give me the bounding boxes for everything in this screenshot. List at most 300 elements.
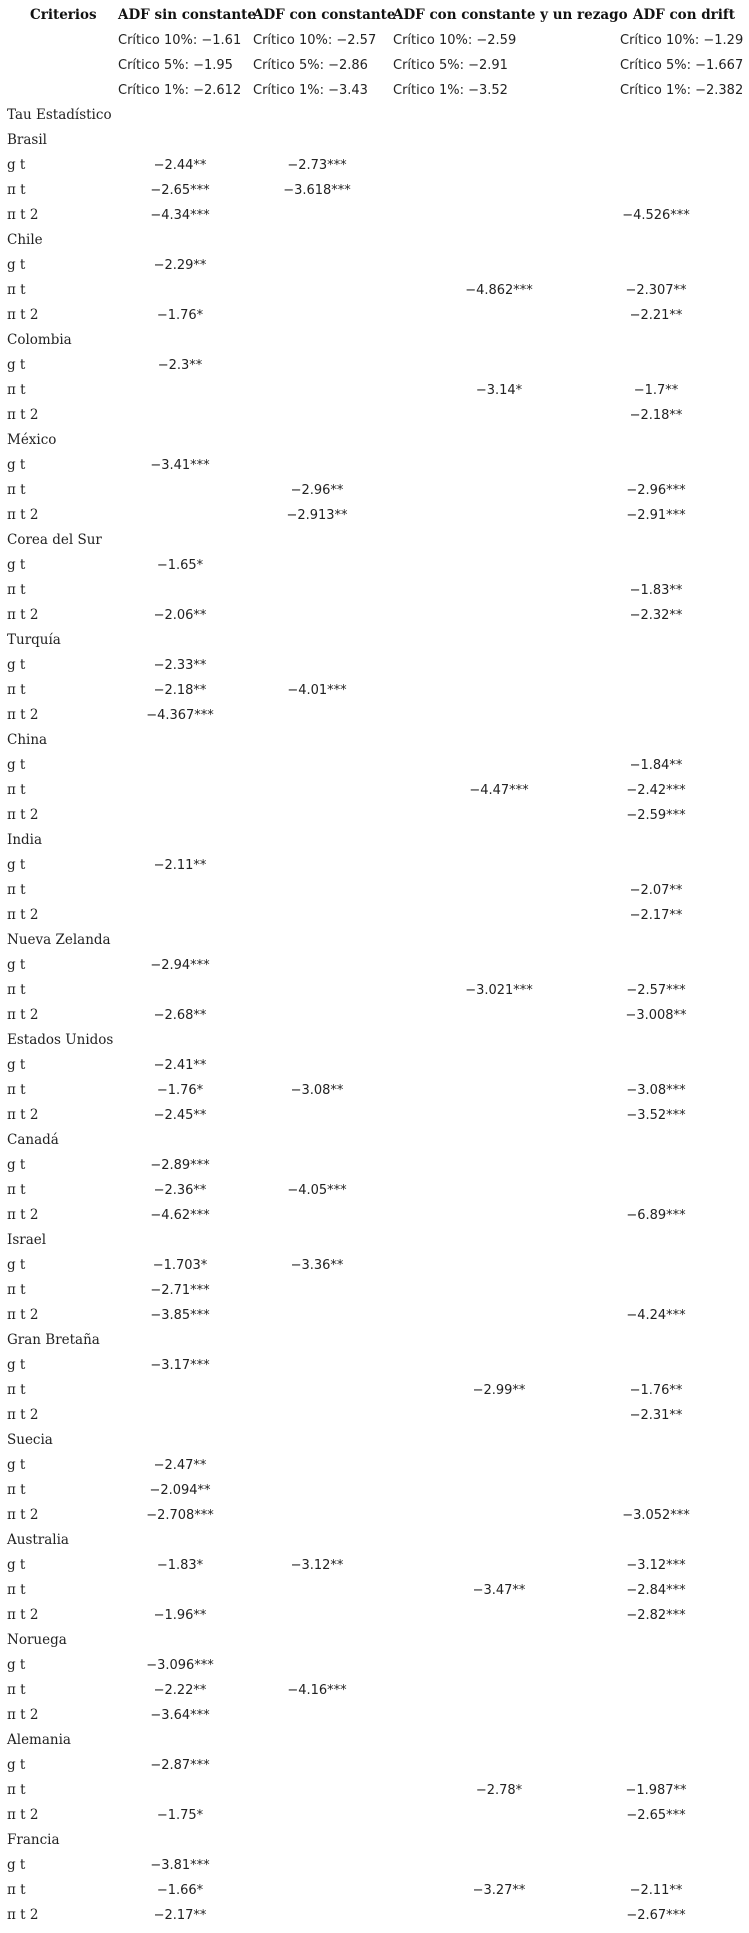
row-value: [110, 728, 250, 753]
row-label: g t: [7, 1557, 26, 1573]
critical-value: Crítico 1%: −2.612: [118, 83, 242, 98]
row-value: [247, 1828, 387, 1853]
row-value: [429, 353, 569, 378]
row-value: [247, 1053, 387, 1078]
row-value: [429, 578, 569, 603]
row-value: [429, 1753, 569, 1778]
row-value: −3.008**: [625, 1008, 687, 1023]
row-value: [429, 478, 569, 503]
row-value: [110, 278, 250, 303]
row-value: [247, 828, 387, 853]
row-label: π t 2: [7, 1807, 39, 1823]
row-value: [247, 253, 387, 278]
row-value: [110, 328, 250, 353]
row-value: −4.47***: [469, 783, 529, 798]
row-label: π t 2: [7, 1407, 39, 1423]
table-row: [0, 1728, 749, 1753]
row-label: π t: [7, 682, 26, 698]
row-label: π t: [7, 1182, 26, 1198]
row-value: −2.31**: [629, 1408, 683, 1423]
row-label: π t 2: [7, 607, 39, 623]
row-label: π t: [7, 1882, 26, 1898]
row-value: [586, 1478, 726, 1503]
header-criterios: Criterios: [30, 7, 97, 23]
row-value: [586, 103, 726, 128]
row-value: [247, 1878, 387, 1903]
row-value: [586, 228, 726, 253]
row-value: [247, 628, 387, 653]
row-label: g t: [7, 1057, 26, 1073]
row-value: [586, 1828, 726, 1853]
table-row: [0, 678, 749, 703]
row-value: −2.99**: [472, 1383, 526, 1398]
table-row: [0, 1503, 749, 1528]
row-value: [247, 1728, 387, 1753]
row-value: [110, 478, 250, 503]
table-row: [0, 753, 749, 778]
row-value: −3.81***: [150, 1858, 210, 1873]
row-label: g t: [7, 157, 26, 173]
row-value: [110, 1403, 250, 1428]
critical-value: Crítico 5%: −2.86: [253, 58, 368, 73]
table-row: [0, 628, 749, 653]
row-value: −2.42***: [626, 783, 686, 798]
row-value: [586, 1753, 726, 1778]
row-label: Corea del Sur: [7, 532, 102, 548]
row-value: [247, 328, 387, 353]
row-value: −4.34***: [150, 208, 210, 223]
row-value: [247, 853, 387, 878]
table-row: [0, 978, 749, 1003]
row-value: [586, 1428, 726, 1453]
row-value: [110, 1728, 250, 1753]
row-label: g t: [7, 257, 26, 273]
row-value: [110, 1578, 250, 1603]
row-value: [429, 728, 569, 753]
table-row: [0, 103, 749, 128]
table-row: [0, 1153, 749, 1178]
row-value: [429, 428, 569, 453]
row-value: −3.14*: [475, 383, 523, 398]
row-label: Canadá: [7, 1132, 59, 1148]
table-row: [0, 603, 749, 628]
table-row: [0, 1178, 749, 1203]
row-value: [429, 153, 569, 178]
row-value: −2.33**: [153, 658, 207, 673]
row-value: [247, 1228, 387, 1253]
row-value: [247, 1153, 387, 1178]
row-value: [429, 178, 569, 203]
row-value: [247, 1303, 387, 1328]
row-value: [247, 803, 387, 828]
table-row: [0, 403, 749, 428]
row-label: g t: [7, 357, 26, 373]
row-value: −2.59***: [626, 808, 686, 823]
row-value: −2.65***: [626, 1808, 686, 1823]
row-value: −1.75*: [156, 1808, 204, 1823]
row-value: [586, 1153, 726, 1178]
row-value: −3.08***: [626, 1083, 686, 1098]
row-label: π t: [7, 1382, 26, 1398]
row-label: Tau Estadístico: [7, 107, 112, 123]
row-value: [110, 978, 250, 1003]
row-value: [247, 1278, 387, 1303]
row-value: −1.84**: [629, 758, 683, 773]
row-value: [247, 953, 387, 978]
table-row: [0, 378, 749, 403]
row-value: [247, 1528, 387, 1553]
row-value: [110, 378, 250, 403]
table-row: [0, 1253, 749, 1278]
table-row: [0, 228, 749, 253]
row-value: [429, 303, 569, 328]
row-value: [586, 553, 726, 578]
row-value: −6.89***: [626, 1208, 686, 1223]
row-value: [429, 1078, 569, 1103]
row-label: π t: [7, 1582, 26, 1598]
row-value: −2.708***: [146, 1508, 214, 1523]
row-value: −1.76*: [156, 1083, 204, 1098]
table-row: [0, 1878, 749, 1903]
row-value: [429, 1353, 569, 1378]
row-label: π t 2: [7, 1307, 39, 1323]
row-value: [586, 928, 726, 953]
row-value: [429, 1428, 569, 1453]
table-row: [0, 203, 749, 228]
row-value: [247, 1428, 387, 1453]
row-value: [586, 1053, 726, 1078]
row-value: [247, 1753, 387, 1778]
row-value: −2.307**: [625, 283, 687, 298]
row-label: Suecia: [7, 1432, 53, 1448]
row-value: [247, 878, 387, 903]
row-value: −1.7**: [633, 383, 679, 398]
row-value: [429, 1453, 569, 1478]
row-value: −1.83*: [156, 1558, 204, 1573]
row-value: [429, 1278, 569, 1303]
row-value: [429, 528, 569, 553]
row-label: China: [7, 732, 48, 748]
row-value: [247, 1853, 387, 1878]
row-label: g t: [7, 1657, 26, 1673]
row-value: [586, 428, 726, 453]
row-value: [429, 878, 569, 903]
table-row: [0, 1453, 749, 1478]
table-row: [0, 1078, 749, 1103]
row-value: [429, 103, 569, 128]
row-label: π t: [7, 882, 26, 898]
row-value: −2.06**: [153, 608, 207, 623]
row-value: [429, 1478, 569, 1503]
row-value: −2.36**: [153, 1183, 207, 1198]
row-value: [586, 353, 726, 378]
table-row: [0, 253, 749, 278]
row-value: −2.22**: [153, 1683, 207, 1698]
row-value: [586, 1453, 726, 1478]
row-value: [247, 728, 387, 753]
row-label: Nueva Zelanda: [7, 932, 111, 948]
row-value: [429, 1678, 569, 1703]
row-value: [110, 1828, 250, 1853]
critical-value: Crítico 5%: −2.91: [393, 58, 508, 73]
row-value: [110, 103, 250, 128]
table-row: [0, 1203, 749, 1228]
row-value: [429, 203, 569, 228]
row-value: −2.96***: [626, 483, 686, 498]
row-label: Turquía: [7, 632, 61, 648]
row-value: −2.21**: [629, 308, 683, 323]
row-value: −1.83**: [629, 583, 683, 598]
row-value: −3.64***: [150, 1708, 210, 1723]
table-row: [0, 828, 749, 853]
row-value: −2.89***: [150, 1158, 210, 1173]
row-value: −3.85***: [150, 1308, 210, 1323]
table-row: [0, 1903, 749, 1928]
row-value: [110, 1378, 250, 1403]
row-value: [586, 1278, 726, 1303]
row-value: [429, 1653, 569, 1678]
header-row: [0, 3, 749, 28]
table-row: [0, 503, 749, 528]
row-label: π t: [7, 1482, 26, 1498]
row-value: [247, 1578, 387, 1603]
table-row: [0, 1603, 749, 1628]
row-value: −2.3**: [157, 358, 203, 373]
row-value: [429, 903, 569, 928]
row-value: [110, 803, 250, 828]
row-label: Gran Bretaña: [7, 1332, 100, 1348]
row-value: [429, 1053, 569, 1078]
row-value: −3.618***: [283, 183, 351, 198]
row-value: −2.78*: [475, 1783, 523, 1798]
row-value: [586, 178, 726, 203]
row-value: [247, 1203, 387, 1228]
row-value: −3.41***: [150, 458, 210, 473]
table-row: [0, 1403, 749, 1428]
table-row: [0, 1628, 749, 1653]
row-value: [586, 678, 726, 703]
row-label: Noruega: [7, 1632, 67, 1648]
row-label: π t: [7, 482, 26, 498]
row-value: [247, 553, 387, 578]
critical-value: Crítico 1%: −2.382: [620, 83, 744, 98]
row-value: [247, 1503, 387, 1528]
row-value: [247, 228, 387, 253]
row-value: [586, 153, 726, 178]
row-label: π t 2: [7, 1607, 39, 1623]
row-label: g t: [7, 557, 26, 573]
row-label: π t: [7, 282, 26, 298]
row-value: −3.096***: [146, 1658, 214, 1673]
row-value: [247, 653, 387, 678]
row-value: [110, 753, 250, 778]
row-value: [429, 628, 569, 653]
row-value: [247, 1403, 387, 1428]
row-value: [247, 1328, 387, 1353]
row-value: [429, 1503, 569, 1528]
row-value: [586, 1703, 726, 1728]
row-value: [247, 1353, 387, 1378]
row-value: [429, 1853, 569, 1878]
row-value: [247, 528, 387, 553]
row-value: [586, 703, 726, 728]
row-value: [247, 1653, 387, 1678]
row-value: −2.67***: [626, 1908, 686, 1923]
row-value: [429, 1103, 569, 1128]
row-value: [247, 403, 387, 428]
table-row: [0, 803, 749, 828]
row-value: [429, 1253, 569, 1278]
row-value: −4.526***: [622, 208, 690, 223]
row-value: [586, 728, 726, 753]
table-row: [0, 1053, 749, 1078]
row-value: −2.41**: [153, 1058, 207, 1073]
row-value: [586, 253, 726, 278]
row-value: −1.76*: [156, 308, 204, 323]
row-value: [429, 453, 569, 478]
row-value: [429, 1178, 569, 1203]
row-value: −2.29**: [153, 258, 207, 273]
row-value: −4.862***: [465, 283, 533, 298]
row-value: [110, 878, 250, 903]
row-value: [247, 303, 387, 328]
row-value: [429, 703, 569, 728]
table-row: [0, 1328, 749, 1353]
row-label: g t: [7, 1357, 26, 1373]
row-value: [247, 703, 387, 728]
row-value: [429, 928, 569, 953]
row-value: −3.12***: [626, 1558, 686, 1573]
table-row: [0, 328, 749, 353]
row-label: Brasil: [7, 132, 47, 148]
row-value: −2.94***: [150, 958, 210, 973]
row-value: −2.11**: [153, 858, 207, 873]
table-row: [0, 178, 749, 203]
table-row: [0, 1478, 749, 1503]
row-label: π t: [7, 1782, 26, 1798]
row-value: −2.32**: [629, 608, 683, 623]
row-value: [110, 928, 250, 953]
row-value: [110, 1778, 250, 1803]
row-value: [429, 1528, 569, 1553]
row-value: −2.11**: [629, 1883, 683, 1898]
row-value: [429, 1028, 569, 1053]
table-row: [0, 303, 749, 328]
row-value: −4.01***: [287, 683, 347, 698]
row-label: g t: [7, 1257, 26, 1273]
row-value: [429, 828, 569, 853]
header-adf-con-constante: ADF con constante: [253, 7, 396, 23]
row-value: [429, 1903, 569, 1928]
table-row: [0, 1353, 749, 1378]
row-value: [586, 953, 726, 978]
table-row: [0, 553, 749, 578]
critical-value: Crítico 5%: −1.667: [620, 58, 744, 73]
row-value: [247, 1028, 387, 1053]
row-value: −2.68**: [153, 1008, 207, 1023]
table-row: [0, 1128, 749, 1153]
row-value: −2.07**: [629, 883, 683, 898]
row-label: π t 2: [7, 707, 39, 723]
row-value: −1.76**: [629, 1383, 683, 1398]
row-value: [110, 228, 250, 253]
row-value: [429, 678, 569, 703]
table-row: [0, 1278, 749, 1303]
table-row: [0, 1378, 749, 1403]
row-value: [247, 978, 387, 1003]
row-value: [586, 853, 726, 878]
row-value: [247, 1778, 387, 1803]
row-label: π t 2: [7, 1207, 39, 1223]
row-value: [429, 403, 569, 428]
row-value: [429, 228, 569, 253]
row-label: g t: [7, 1757, 26, 1773]
row-value: [586, 1353, 726, 1378]
row-value: [586, 653, 726, 678]
table-row: [0, 1828, 749, 1853]
header-adf-constante-rezago: ADF con constante y un rezago: [393, 7, 628, 23]
row-value: −2.094**: [149, 1483, 211, 1498]
row-value: [586, 453, 726, 478]
row-label: g t: [7, 457, 26, 473]
row-value: [247, 903, 387, 928]
row-value: −2.913**: [286, 508, 348, 523]
row-label: Alemania: [7, 1732, 71, 1748]
row-value: [110, 1428, 250, 1453]
row-value: [247, 1903, 387, 1928]
row-value: −1.703*: [152, 1258, 208, 1273]
row-value: [247, 1803, 387, 1828]
row-label: π t 2: [7, 207, 39, 223]
table-row: [0, 1428, 749, 1453]
row-value: [110, 128, 250, 153]
row-value: −1.65*: [156, 558, 204, 573]
row-label: g t: [7, 1157, 26, 1173]
table-row: [0, 428, 749, 453]
row-value: −2.73***: [287, 158, 347, 173]
critical-row-10: [0, 28, 749, 53]
row-value: [429, 603, 569, 628]
row-value: −3.12**: [290, 1558, 344, 1573]
row-value: [110, 1628, 250, 1653]
row-value: [247, 1703, 387, 1728]
row-label: g t: [7, 1857, 26, 1873]
table-row: [0, 853, 749, 878]
row-value: [247, 928, 387, 953]
table-row: [0, 953, 749, 978]
table-row: [0, 453, 749, 478]
table-row: [0, 1103, 749, 1128]
critical-value: Crítico 5%: −1.95: [118, 58, 233, 73]
table-row: [0, 353, 749, 378]
row-value: −4.05***: [287, 1183, 347, 1198]
row-label: g t: [7, 757, 26, 773]
table-row: [0, 478, 749, 503]
row-value: [429, 1803, 569, 1828]
row-value: −1.96**: [153, 1608, 207, 1623]
row-value: [429, 1328, 569, 1353]
row-label: g t: [7, 1457, 26, 1473]
table-row: [0, 128, 749, 153]
table-row: [0, 1853, 749, 1878]
row-value: [429, 253, 569, 278]
row-label: π t 2: [7, 1507, 39, 1523]
table-row: [0, 728, 749, 753]
row-value: [247, 1628, 387, 1653]
row-value: [247, 603, 387, 628]
row-value: [429, 803, 569, 828]
row-value: [247, 103, 387, 128]
